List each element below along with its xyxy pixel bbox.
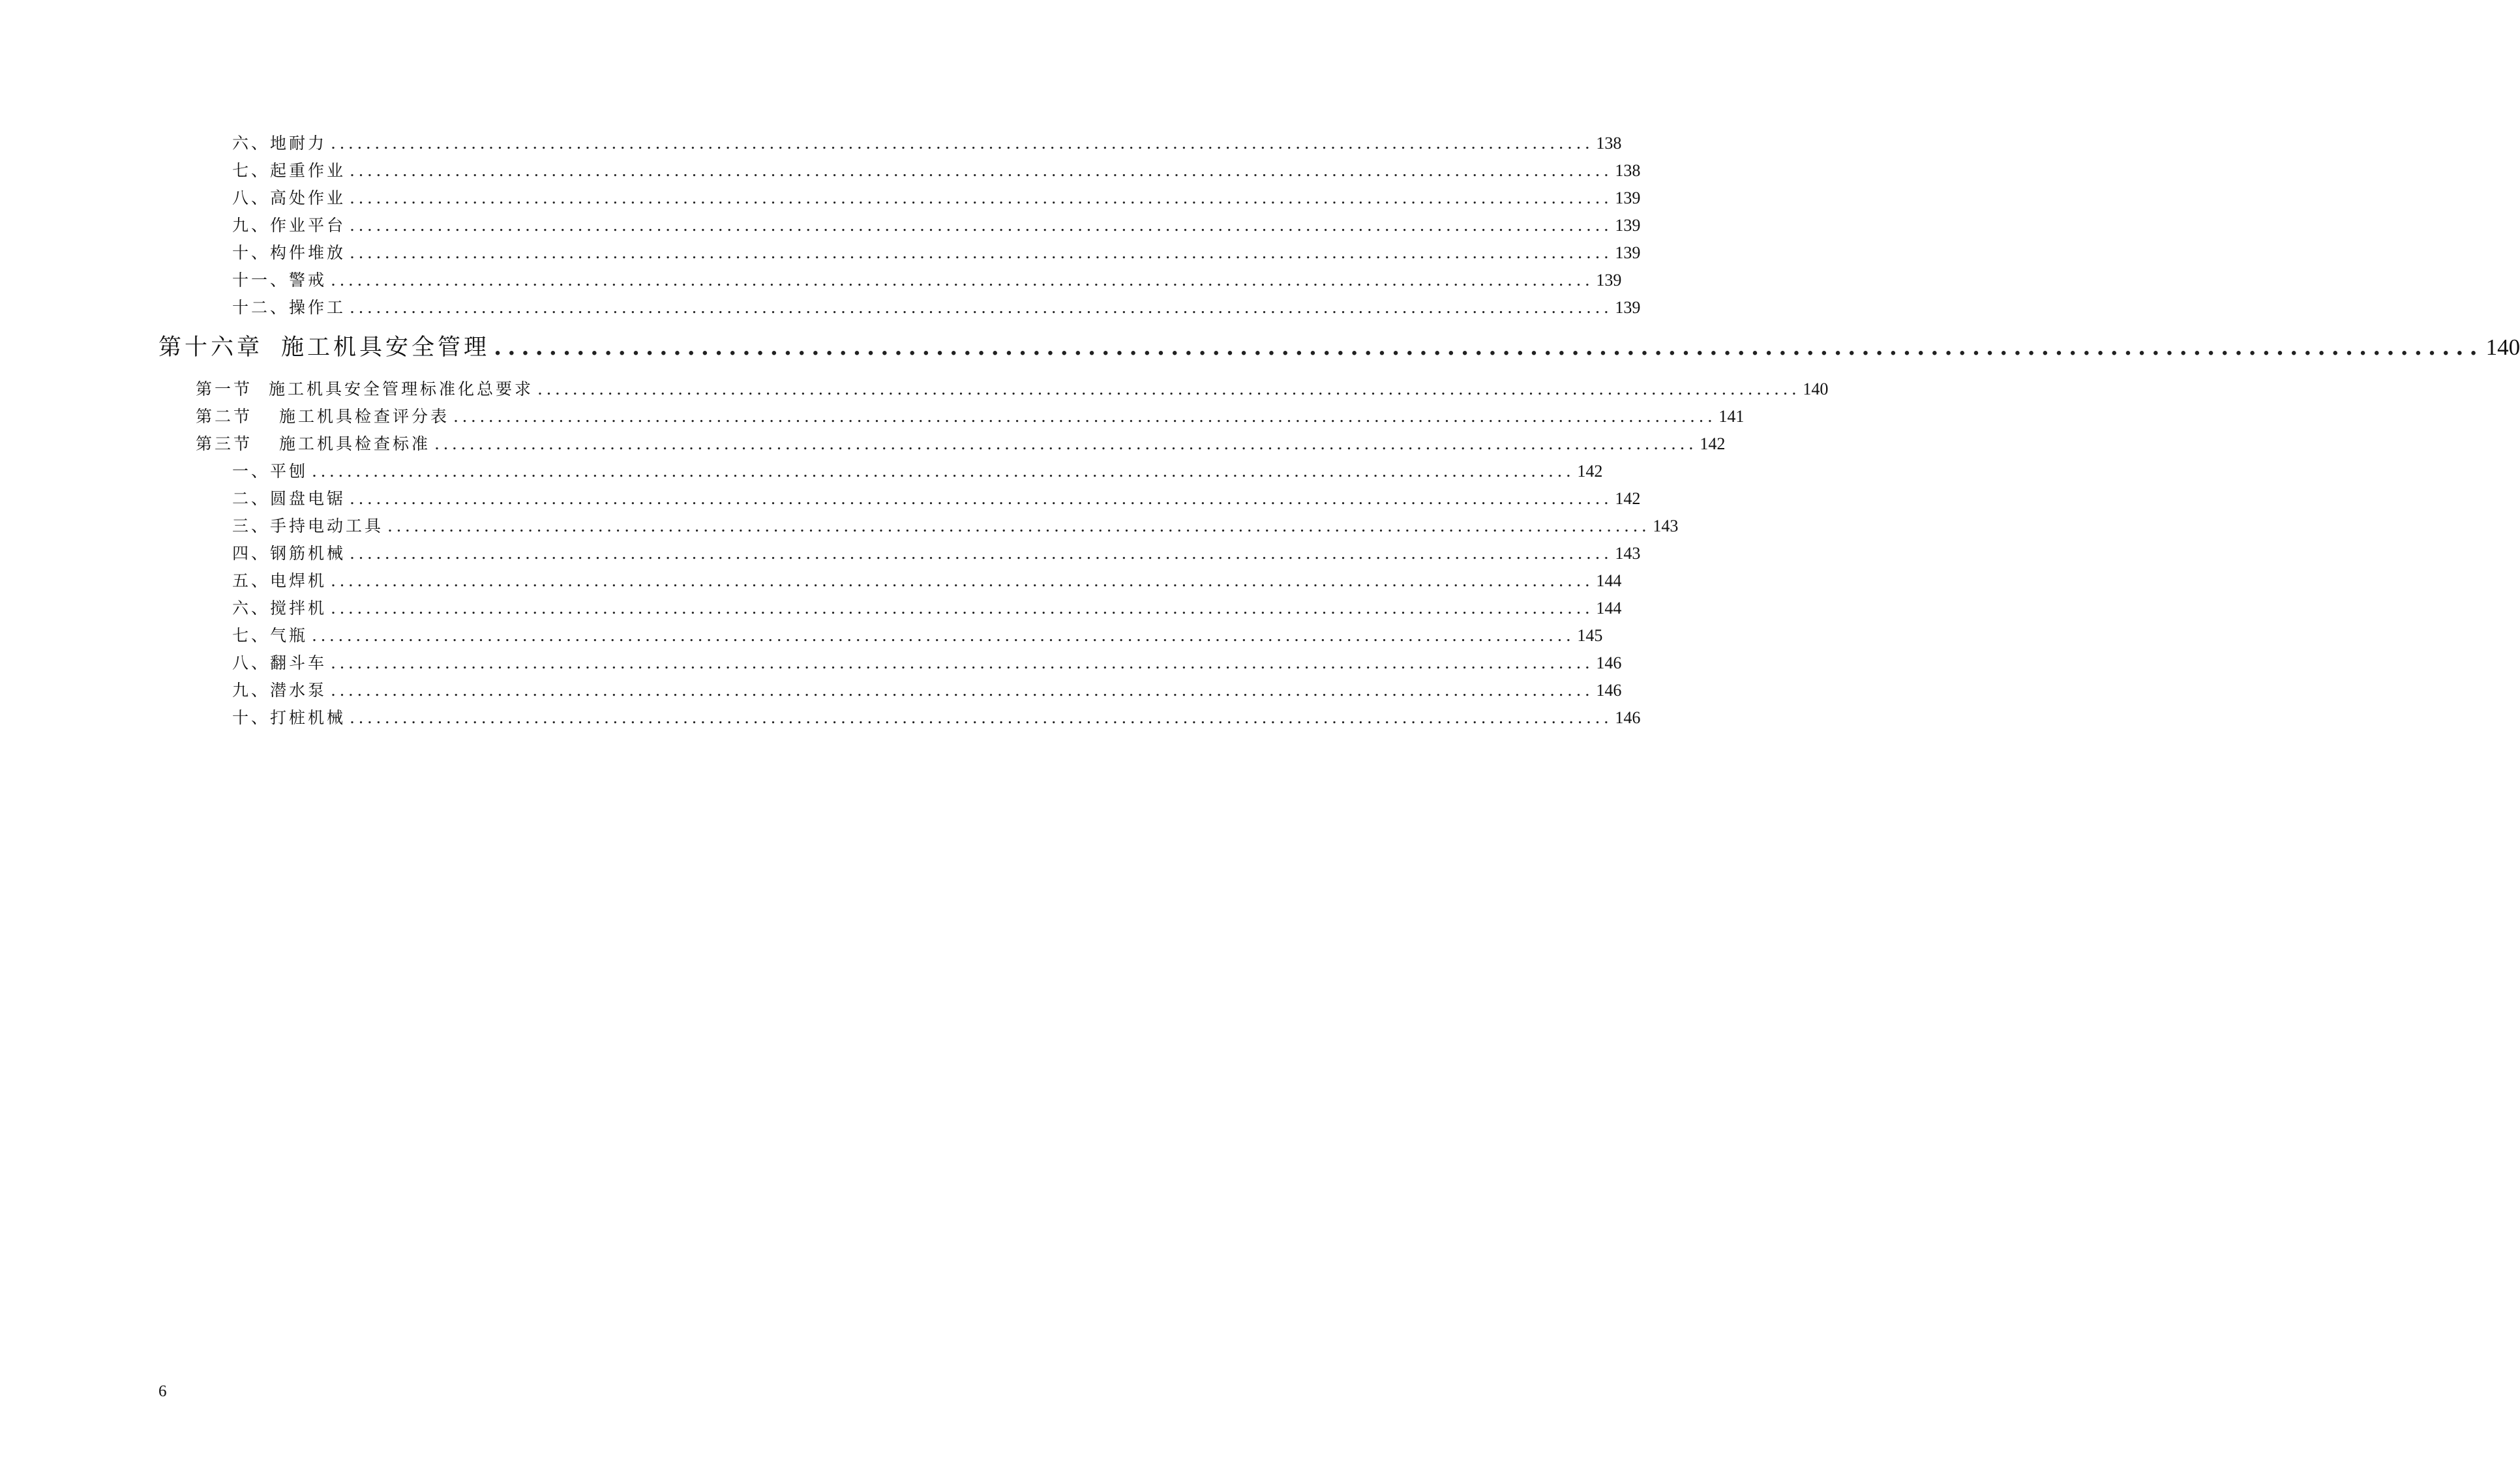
toc-item-label: 七、气瓶 <box>232 626 308 645</box>
toc-item[interactable] <box>232 267 1622 291</box>
toc-item-label: 八、翻斗车 <box>232 653 327 672</box>
toc-item-page: 146 <box>1596 681 1622 700</box>
dot-leader: ................................................................................................................................................ <box>350 216 1613 235</box>
toc-item-page: 138 <box>1615 161 1641 180</box>
dot-leader: ................................................................................................................................................ <box>350 298 1613 317</box>
toc-section-title: 施工机具检查评分表 <box>279 407 450 426</box>
toc-item[interactable] <box>232 295 1641 318</box>
dot-leader: ................................................................................................................................................ <box>537 380 1801 398</box>
toc-chapter-title: 施工机具安全管理 <box>281 335 490 361</box>
toc-item-label: 九、作业平台 <box>232 216 346 235</box>
dot-leader: ................................................................................................................................................ <box>494 334 2483 361</box>
dot-leader: ................................................................................................................................................ <box>350 708 1613 727</box>
toc-item-page: 146 <box>1596 653 1622 672</box>
toc-section-page: 140 <box>1803 380 1829 398</box>
dot-leader: ................................................................................................................................................ <box>434 434 1698 453</box>
toc-item-page: 139 <box>1596 271 1622 290</box>
toc-item-page: 142 <box>1615 489 1641 508</box>
toc-section-page: 142 <box>1700 434 1726 453</box>
toc-section-page: 141 <box>1718 407 1745 426</box>
toc-item-label: 九、潜水泵 <box>232 681 327 700</box>
toc-item-label: 十、构件堆放 <box>232 243 346 262</box>
toc-section-number: 第二节 <box>196 407 253 426</box>
toc-item-label: 六、地耐力 <box>232 134 327 153</box>
toc-section-number: 第一节 <box>196 380 253 398</box>
page-number: 6 <box>158 1382 167 1400</box>
toc-item-label: 七、起重作业 <box>232 161 346 180</box>
dot-leader: ................................................................................................................................................ <box>312 626 1575 645</box>
toc-item[interactable] <box>232 158 1641 181</box>
toc-chapter-number: 第十六章 <box>158 335 263 361</box>
dot-leader: ................................................................................................................................................ <box>350 161 1613 180</box>
toc-chapter-page: 140 <box>2485 335 2520 360</box>
toc-item-page: 146 <box>1615 708 1641 727</box>
toc-section[interactable] <box>196 431 1726 455</box>
toc-item-page: 143 <box>1653 516 1679 535</box>
toc-item[interactable] <box>232 623 1603 646</box>
toc-item[interactable] <box>232 185 1641 209</box>
toc-item-label: 一、平刨 <box>232 462 308 481</box>
toc-item[interactable] <box>232 678 1622 701</box>
toc-item[interactable] <box>232 240 1641 263</box>
toc-item[interactable] <box>232 486 1641 509</box>
toc-item-label: 八、高处作业 <box>232 188 346 207</box>
toc-item[interactable] <box>232 130 1622 154</box>
dot-leader: ................................................................................................................................................ <box>331 653 1594 672</box>
dot-leader: ................................................................................................................................................ <box>387 516 1651 535</box>
toc-section-number: 第三节 <box>196 434 253 453</box>
toc-item[interactable] <box>232 595 1622 619</box>
dot-leader: ................................................................................................................................................ <box>350 243 1613 262</box>
toc-item[interactable] <box>232 513 1679 537</box>
toc-item-page: 144 <box>1596 599 1622 618</box>
dot-leader: ................................................................................................................................................ <box>331 599 1594 618</box>
toc-item-label: 六、搅拌机 <box>232 599 327 618</box>
dot-leader: ................................................................................................................................................ <box>312 462 1575 481</box>
toc-item-page: 143 <box>1615 544 1641 563</box>
toc-item[interactable] <box>232 213 1641 236</box>
toc-item-label: 二、圆盘电锯 <box>232 489 346 508</box>
toc-item-page: 145 <box>1577 626 1603 645</box>
dot-leader: ................................................................................................................................................ <box>350 489 1613 508</box>
toc-item-page: 138 <box>1596 134 1622 153</box>
dot-leader: ................................................................................................................................................ <box>331 271 1594 290</box>
toc-chapter[interactable] <box>158 329 2520 362</box>
toc-item[interactable] <box>232 568 1622 591</box>
toc-item[interactable] <box>232 541 1641 564</box>
toc-item-page: 139 <box>1615 298 1641 317</box>
toc-item[interactable] <box>232 650 1622 674</box>
toc-section-title: 施工机具检查标准 <box>279 434 431 453</box>
toc-item-label: 五、电焊机 <box>232 571 327 590</box>
toc-item-page: 142 <box>1577 462 1603 481</box>
dot-leader: ................................................................................................................................................ <box>331 571 1594 590</box>
dot-leader: ................................................................................................................................................ <box>350 188 1613 207</box>
toc-item-page: 139 <box>1615 243 1641 262</box>
toc-section[interactable] <box>196 376 1829 400</box>
toc-item[interactable] <box>232 705 1641 728</box>
toc-item-label: 十、打桩机械 <box>232 708 346 727</box>
toc-item-label: 十二、操作工 <box>232 298 346 317</box>
toc-item-page: 144 <box>1596 571 1622 590</box>
toc-item-label: 三、手持电动工具 <box>232 516 384 535</box>
toc-item-page: 139 <box>1615 188 1641 207</box>
toc-item-label: 十一、警戒 <box>232 271 327 290</box>
toc-item[interactable] <box>232 458 1603 482</box>
toc-section[interactable] <box>196 404 1745 427</box>
dot-leader: ................................................................................................................................................ <box>453 407 1717 426</box>
dot-leader: ................................................................................................................................................ <box>331 681 1594 700</box>
toc-section-title: 施工机具安全管理标准化总要求 <box>269 380 534 398</box>
toc-item-page: 139 <box>1615 216 1641 235</box>
toc-item-label: 四、钢筋机械 <box>232 544 346 563</box>
dot-leader: ................................................................................................................................................ <box>350 544 1613 563</box>
dot-leader: ................................................................................................................................................ <box>331 134 1594 153</box>
